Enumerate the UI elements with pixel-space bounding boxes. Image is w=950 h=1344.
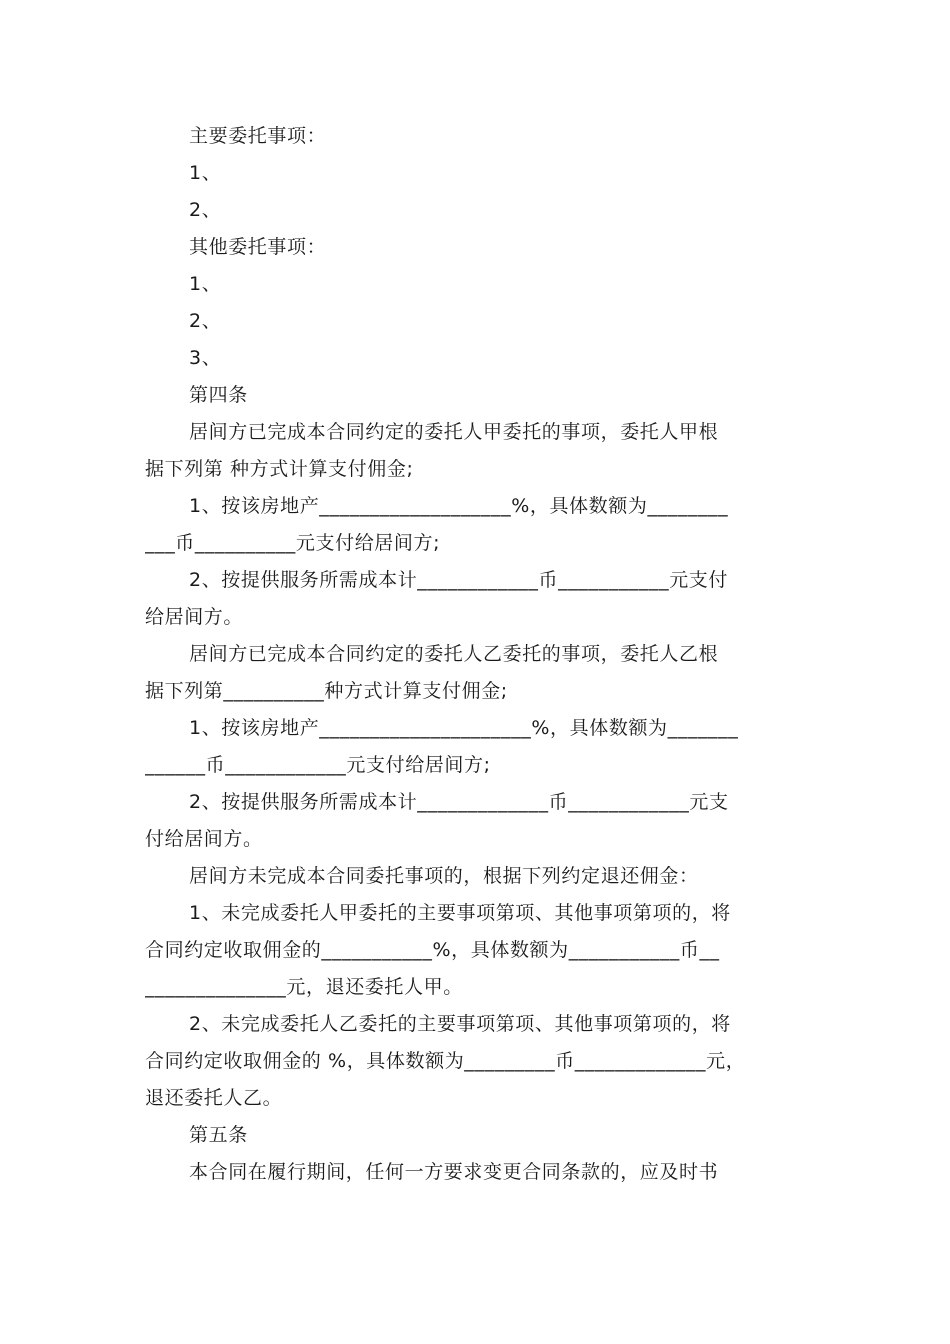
- text-line: 退还委托人乙。: [145, 1087, 283, 1109]
- text-line: 付给居间方。: [145, 828, 263, 850]
- text-line: 2、: [189, 310, 222, 332]
- text-line: 1、: [189, 273, 222, 295]
- text-line: 本合同在履行期间，任何一方要求变更合同条款的，应及时书: [189, 1161, 719, 1183]
- document-body: [145, 118, 810, 1191]
- text-line: 3、: [189, 347, 222, 369]
- text-line: 据下列第 种方式计算支付佣金;: [145, 458, 414, 480]
- text-line: 居间方已完成本合同约定的委托人甲委托的事项，委托人甲根: [189, 421, 719, 443]
- text-line: 第四条: [189, 384, 248, 406]
- text-line: 第五条: [189, 1124, 248, 1146]
- text-line: 2、按提供服务所需成本计____________币___________元支付: [189, 569, 728, 591]
- text-line: 2、: [189, 199, 222, 221]
- text-line: 1、按该房地产___________________%，具体数额为________: [189, 495, 729, 517]
- text-line: 居间方已完成本合同约定的委托人乙委托的事项，委托人乙根: [189, 643, 719, 665]
- text-line: ______________元，退还委托人甲。: [145, 976, 463, 998]
- text-line: 1、按该房地产_____________________%，具体数额为_______: [189, 717, 739, 739]
- text-line: 合同约定收取佣金的___________%，具体数额为___________币__: [145, 939, 720, 961]
- text-line: ___币__________元支付给居间方;: [145, 532, 441, 554]
- text-line: 其他委托事项：: [189, 236, 327, 258]
- text-line: 2、未完成委托人乙委托的主要事项第项、其他事项第项的，将: [189, 1013, 731, 1035]
- text-line: 据下列第__________种方式计算支付佣金;: [145, 680, 508, 702]
- text-line: 2、按提供服务所需成本计_____________币____________元支: [189, 791, 729, 813]
- text-line: ______币____________元支付给居间方;: [145, 754, 491, 776]
- text-line: 1、未完成委托人甲委托的主要事项第项、其他事项第项的，将: [189, 902, 731, 924]
- text-line: 给居间方。: [145, 606, 244, 628]
- text-line: 居间方未完成本合同委托事项的，根据下列约定退还佣金：: [189, 865, 699, 887]
- text-line: 1、: [189, 162, 222, 184]
- text-line: 合同约定收取佣金的 %，具体数额为_________币_____________元，: [145, 1050, 746, 1072]
- text-line: 主要委托事项：: [189, 125, 327, 147]
